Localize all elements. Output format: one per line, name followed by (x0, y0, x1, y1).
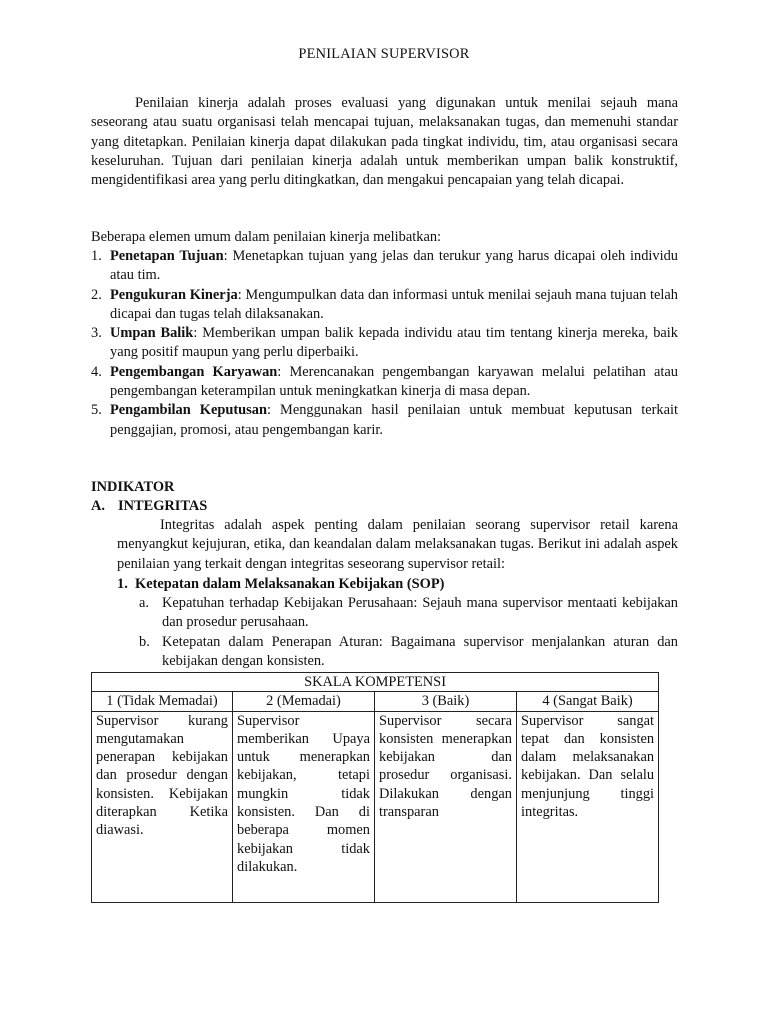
sub-items-list (139, 594, 678, 671)
list-item (91, 363, 678, 402)
table-cell: Supervisor secara konsisten menerapkan kebijakan dan prosedur organisasi. Dilakukan dengan transparan (375, 711, 517, 902)
list-item-term: Pengukuran Kinerja (110, 286, 238, 303)
list-item (91, 247, 678, 286)
sub-item-text: Ketepatan dalam Penerapan Aturan: Bagaimana supervisor menjalankan aturan dan kebijakan dengan konsisten. (162, 633, 678, 669)
indicator-heading: INDIKATOR (91, 479, 175, 495)
list-item-term: Pengambilan Keputusan (110, 402, 267, 419)
elements-intro: Beberapa elemen umum dalam penilaian kinerja melibatkan: (91, 229, 442, 245)
sub-list-item (139, 633, 678, 672)
section-letter: A. (91, 498, 105, 514)
table-header-cell: 4 (Sangat Baik) (517, 692, 659, 711)
sub-heading (117, 575, 444, 594)
list-item (91, 324, 678, 363)
intro-paragraph (91, 94, 678, 190)
table-header-cell: 1 (Tidak Memadai) (92, 692, 233, 711)
sub-heading-text: Ketepatan dalam Melaksanakan Kebijakan (SOP) (135, 576, 445, 592)
sub-item-text: Kepatuhan terhadap Kebijakan Perusahaan: Sejauh mana supervisor mentaati kebijakan dan prosedur perusahaan. (162, 595, 678, 631)
integrity-text: Integritas adalah aspek penting dalam penilaian seorang supervisor retail karena menyangkut kejujuran, etika, dan keandalan dalam melaksanakan tugas. Berikut ini adalah aspek penilaian yang terkait dengan integritas seseorang supervisor retail: (117, 517, 678, 572)
table-cell: Supervisor kurang mengutamakan penerapan kebijakan dan prosedur dengan konsisten. Kebijakan diterapkan Ketika diawasi. (92, 711, 233, 902)
list-item-desc: : Mengumpulkan data dan informasi untuk menilai sejauh mana tujuan telah dicapai dan tugas telah dilaksanakan. (110, 286, 678, 322)
sub-item-letter: b. (139, 633, 150, 650)
list-item-number: 5. (91, 402, 102, 419)
section-title: INTEGRITAS (118, 498, 208, 514)
elements-list (91, 247, 678, 440)
list-item-number: 2. (91, 286, 102, 303)
sub-list-item (139, 594, 678, 633)
intro-text: Penilaian kinerja adalah proses evaluasi yang digunakan untuk menilai sejauh mana seseorang atau suatu organisasi telah mencapai tujuan, melaksanakan tugas, dan memenuhi standar yang ditetapkan. Penilaian kinerja dapat dilakukan pada tingkat individu, tim, atau organisasi secara keseluruhan. Tujuan dari penilaian kinerja adalah untuk memberikan umpan balik konstruktif, mengidentifikasi area yang perlu ditingkatkan, dan mengakui pencapaian yang telah dicapai. (91, 95, 678, 189)
list-item-term: Umpan Balik (110, 325, 194, 342)
list-item-number: 1. (91, 248, 102, 264)
table-cell: Supervisor sangat tepat dan konsisten dalam melaksanakan kebijakan. Dan selalu menjunjung tinggi integritas. (517, 711, 659, 902)
table-title: SKALA KOMPETENSI (92, 673, 659, 692)
document-title: PENILAIAN SUPERVISOR (298, 46, 470, 62)
competency-scale-table (91, 672, 659, 903)
list-item-term: Pengembangan Karyawan (110, 363, 278, 380)
table-row (92, 711, 659, 902)
list-item-desc: : Merencanakan pengembangan karyawan melalui pelatihan atau pengembangan keterampilan untuk meningkatkan kinerja di masa depan. (110, 363, 679, 400)
list-item-number: 4. (91, 363, 102, 380)
list-item-term: Penetapan Tujuan (110, 248, 224, 264)
sub-item-letter: a. (139, 595, 149, 611)
list-item-desc: : Menggunakan hasil penilaian untuk membuat keputusan terkait penggajian, promosi, atau pengembangan karir. (110, 402, 678, 438)
sub-heading-number: 1. (117, 576, 128, 592)
list-item (91, 401, 678, 440)
table-cell: Supervisor memberikan Upaya untuk menerapkan kebijakan, tetapi mungkin tidak konsisten. Dan di beberapa momen kebijakan tidak dilakukan. (233, 711, 375, 902)
table-title-row (92, 673, 659, 692)
section-a-heading (91, 497, 207, 516)
integrity-paragraph (117, 516, 678, 574)
list-item-desc: : Memberikan umpan balik kepada individu atau tim tentang kinerja mereka, baik yang positif maupun yang perlu diperbaiki. (110, 325, 678, 361)
table-header-cell: 3 (Baik) (375, 692, 517, 711)
table-header-cell: 2 (Memadai) (233, 692, 375, 711)
list-item (91, 286, 678, 325)
list-item-desc: : Menetapkan tujuan yang jelas dan terukur yang harus dicapai oleh individu atau tim. (110, 248, 678, 284)
list-item-number: 3. (91, 325, 102, 342)
table-header-row (92, 692, 659, 711)
